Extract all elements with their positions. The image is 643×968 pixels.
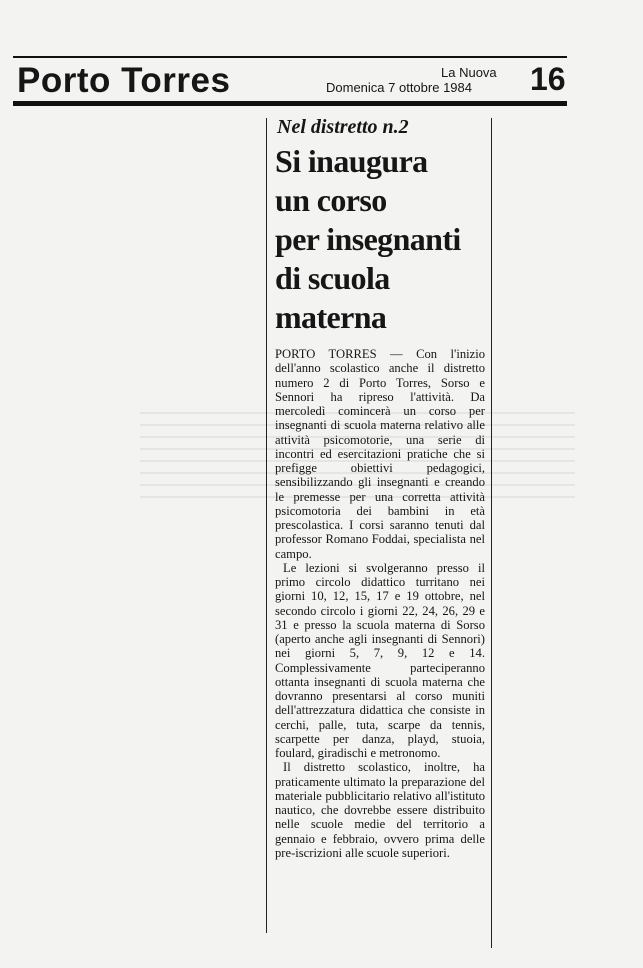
headline-line: Si inaugura <box>275 143 428 179</box>
article-paragraph: Il distretto scolastico, inoltre, ha praticamente ultimato la preparazione del materiale pubblicitario relativo all'istituto nautico, che dovrebbe essere distribuito nelle scuole medie del territorio a gennaio e febbraio, ovvero prima delle pre-iscrizioni alle scuole superiori. <box>275 760 485 860</box>
section-title: Porto Torres <box>17 61 231 100</box>
article-headline <box>275 142 485 337</box>
article-kicker: Nel distretto n.2 <box>277 116 409 138</box>
page-number: 16 <box>530 61 566 97</box>
headline-line: materna <box>275 299 387 335</box>
masthead-bottom-rule <box>13 101 567 106</box>
column-rule-left <box>266 118 267 933</box>
headline-line: per insegnanti <box>275 221 461 257</box>
headline-line: di scuola <box>275 260 390 296</box>
article-paragraph: Le lezioni si svolgeranno presso il primo circolo didattico turritano nei giorni 10, 12, 15, 17 e 19 ottobre, nel secondo circolo i giorni 22, 24, 26, 29 e 31 e presso la scuola materna di Sorso (aperto anche agli insegnanti di Sennori) nei giorni 5, 7, 9, 12 e 14. Complessivamente parteciperanno ottanta insegnanti di scuola materna che dovranno presentarsi al corso muniti dell'attrezzatura didattica che consiste in cerchi, palle, tuta, scarpe da tennis, scarpette per danza, playd, stuoia, foulard, giradischi e metronomo. <box>275 560 485 760</box>
newspaper-name: La Nuova <box>441 65 497 80</box>
article-paragraph: PORTO TORRES — Con l'inizio dell'anno scolastico anche il distretto numero 2 di Porto Torres, Sorso e Sennori ha ripreso l'attività. Da mercoledì comincerà un corso per insegnanti di scuola materna relativo alle attività psicomotorie, una serie di incontri ed esercitazioni pratiche che si prefigge obiettivi pedagogici, sensibilizzando gli insegnanti e creando le premesse per una corretta attività psicomotoria dei bambini in età prescolastica. I corsi saranno tenuti dal professor Romano Foddai, specialista nel campo. <box>275 347 485 561</box>
article-body <box>275 347 485 860</box>
headline-line: un corso <box>275 182 387 218</box>
masthead-top-rule <box>13 56 567 58</box>
column-rule-right <box>491 118 492 948</box>
masthead <box>13 52 567 106</box>
issue-date: Domenica 7 ottobre 1984 <box>326 80 472 95</box>
article <box>275 116 485 860</box>
